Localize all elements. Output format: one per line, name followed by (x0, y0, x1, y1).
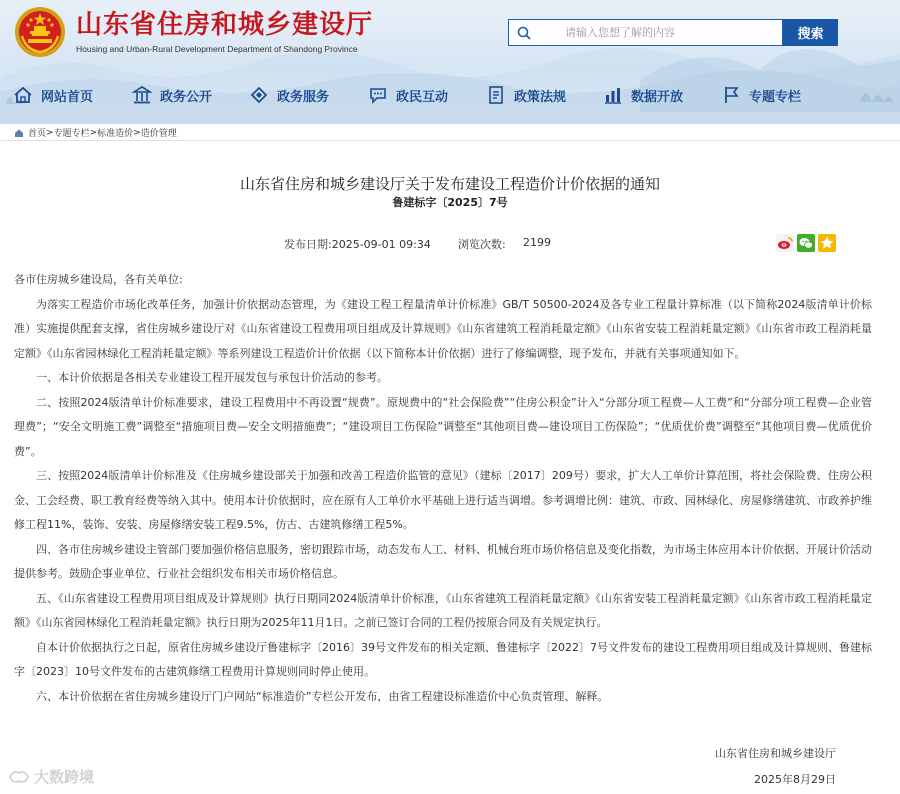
bar-chart-icon (602, 84, 624, 106)
home-icon (14, 128, 24, 138)
article-body (14, 268, 872, 709)
article-title: 山东省住房和城乡建设厅关于发布建设工程造价计价依据的通知 (239, 175, 660, 193)
search-field (508, 19, 783, 46)
breadcrumb-separator: > (46, 127, 54, 138)
search-icon (517, 26, 531, 40)
nav-item-public-interaction[interactable] (367, 80, 448, 110)
publish-date: 发布日期:2025-09-01 09:34 (284, 238, 431, 251)
main-nav (0, 80, 900, 110)
nav-item-label: 专题专栏 (749, 89, 802, 105)
search-button[interactable]: 搜索 (783, 19, 838, 46)
share-buttons (776, 234, 839, 252)
breadcrumb-item-cost-management[interactable]: 造价管理 (140, 129, 177, 139)
nav-item-label: 政务服务 (277, 89, 330, 105)
search-input[interactable] (565, 26, 765, 39)
site-header (0, 0, 900, 124)
breadcrumb-item-standard-cost[interactable]: 标准造价 (97, 129, 134, 139)
nav-item-label: 政策法规 (514, 89, 567, 105)
nav-item-label: 政民互动 (396, 89, 449, 105)
document-number: 鲁建标字〔2025〕7号 (392, 196, 508, 209)
nav-item-label: 政务公开 (160, 89, 213, 105)
site-subtitle: Housing and Urban-Rural Development Department of Shandong Province (76, 44, 358, 54)
paragraph-6: 六、本计价依据在省住房城乡建设厅门户网站“标准造价”专栏公开发布，由省工程建设标准造价中心负责管理、解释。 (36, 689, 609, 703)
breadcrumb-separator: > (133, 127, 141, 138)
nav-item-government-affairs[interactable] (131, 80, 212, 110)
breadcrumb (14, 126, 177, 139)
flag-icon (720, 84, 742, 106)
weibo-share-icon[interactable] (776, 234, 794, 252)
breadcrumb-home[interactable]: 首页 (28, 129, 47, 139)
paragraph-intro: 为落实工程造价市场化改革任务，加强计价依据动态管理，为《建设工程工程量清单计价标准》GB/T 50500-2024及各专业工程量计算标准（以下简称2024版清单计价标准）实施提供配套支撑，省住房城乡建设厅对《山东省建设工程费用项目组成及计算规则》《山东省建筑工程消耗量定额》《山东省安装工程消耗量定额》《山东省市政工程消耗量定额》《山东省园林绿化工程消耗量定额》等系列建设工程造价计价依据（以下简称本计价依据）进行了修编调整，现予发布，并就有关事项通知如下。 (14, 297, 872, 360)
greeting: 各市住房城乡建设局，各有关单位: (14, 273, 183, 286)
signature-date: 2025年8月29日 (754, 773, 836, 786)
nav-item-policies[interactable] (485, 80, 566, 110)
paragraph-5: 五、《山东省建设工程费用项目组成及计算规则》执行日期同2024版清单计价标准，《山东省建筑工程消耗量定额》《山东省安装工程消耗量定额》《山东省市政工程消耗量定额》《山东省园林绿化工程消耗量定额》执行日期为2025年11月1日。之前已签订合同的工程仍按原合同及有关规定执行。 (14, 591, 872, 629)
home-icon (12, 84, 34, 106)
watermark-text: 大数跨境 (34, 768, 95, 786)
service-icon (248, 84, 270, 106)
search-bar (508, 19, 838, 46)
nav-item-label: 数据开放 (631, 89, 684, 105)
nav-item-government-services[interactable] (248, 80, 329, 110)
wechat-share-icon[interactable] (797, 234, 815, 252)
paragraph-3: 三、按照2024版清单计价标准及《住房城乡建设部关于加强和改善工程造价监管的意见》（建标〔2017〕209号）要求，扩大人工单价计算范围，将社会保险费、住房公积金、工会经费、职工教育经费等纳入其中。使用本计价依据时，应在原有人工单价水平基础上进行适当调增。参考调增比例：建筑、市政、园林绿化、房屋修缮建筑、市政养护维修工程11%，装饰、安装、房屋修缮安装工程9.5%，仿古、古建筑修缮工程5%。 (14, 469, 872, 531)
signature-block (715, 741, 836, 793)
paragraph-4: 四、各市住房城乡建设主管部门要加强价格信息服务，密切跟踪市场，动态发布人工、材料、机械台班市场价格信息及变化指数，为市场主体应用本计价依据、开展计价活动提供参考。鼓励企事业单位、行业社会组织发布相关市场价格信息。 (14, 542, 872, 580)
qzone-share-icon[interactable] (818, 234, 836, 252)
site-title: 山东省住房和城乡建设厅 (76, 10, 374, 40)
watermark-logo-icon (8, 768, 30, 786)
views-label: 浏览次数: (458, 238, 506, 251)
building-icon (131, 84, 153, 106)
site-logo[interactable] (14, 6, 373, 58)
views-count: 2199 (523, 236, 551, 249)
paragraph-5-supplement: 自本计价依据执行之日起，原省住房城乡建设厅鲁建标字〔2016〕39号文件发布的相关定额、鲁建标字〔2022〕7号文件发布的建设工程费用项目组成及计算规则、鲁建标字〔2023〕10号文件发布的古建筑修缮工程费用计算规则同时停止使用。 (14, 640, 872, 678)
divider (0, 140, 900, 141)
paragraph-1: 一、本计价依据是各相关专业建设工程开展发包与承包计价活动的参考。 (36, 371, 388, 384)
national-emblem-icon (14, 6, 66, 58)
breadcrumb-item-special-topics[interactable]: 专题专栏 (53, 129, 90, 139)
breadcrumb-separator: > (89, 127, 98, 138)
nav-item-home[interactable] (12, 80, 93, 110)
signature-org: 山东省住房和城乡建设厅 (715, 747, 836, 760)
article-meta (0, 232, 900, 256)
chat-icon (367, 84, 389, 106)
nav-item-special-topics[interactable] (720, 80, 801, 110)
nav-item-open-data[interactable] (602, 80, 683, 110)
nav-item-label: 网站首页 (41, 89, 94, 105)
watermark (8, 766, 94, 787)
paragraph-2: 二、按照2024版清单计价标准要求，建设工程费用中不再设置“规费”。原规费中的“社会保险费”“住房公积金”计入“分部分项工程费—人工费”和“分部分项工程费—企业管理费”；“安全文明施工费”调整至“措施项目费—安全文明措施费”；“建设项目工伤保险”调整至“其他项目费—建设项目工伤保险”；“优质优价费”调整至“其他项目费—优质优价费”。 (14, 395, 872, 458)
document-icon (485, 84, 507, 106)
